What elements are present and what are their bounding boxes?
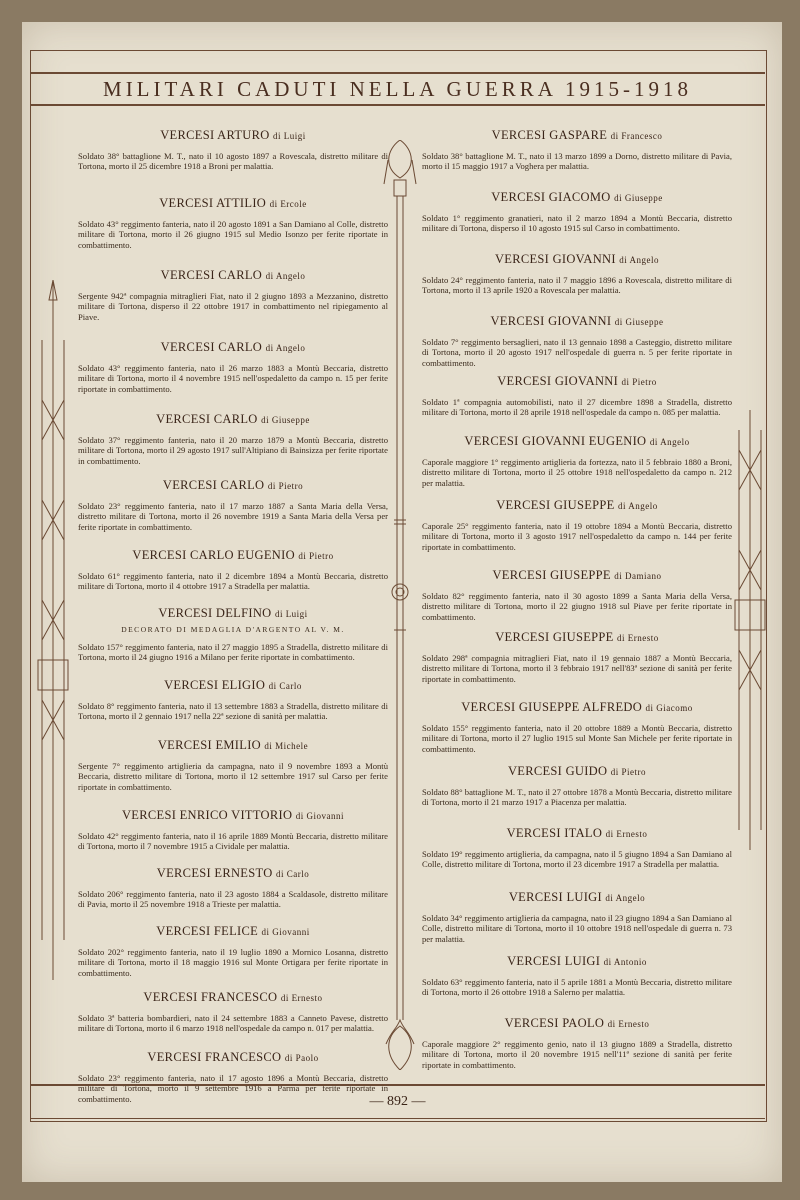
- entry-name: VERCESI DELFINO di Luigi: [158, 606, 308, 620]
- list-item: [78, 548, 388, 592]
- entry-description: Soldato 23° reggimento fanteria, nato il 17 marzo 1887 a Santa Maria della Versa, distretto militare di Tortona, morto il 26 novembre 1919 a Santa Maria della Versa per ferite riportate in combattimento.: [78, 501, 388, 532]
- entry-name: VERCESI GIOVANNI di Giuseppe: [490, 314, 664, 328]
- entry-description: Soldato 43° reggimento fanteria, nato il 20 agosto 1891 a San Damiano al Colle, distretto militare di Tortona, morto il 26 giugno 1915 sul Medio Isonzo per ferite riportate in combattimento.: [78, 219, 388, 250]
- entry-name: VERCESI FELICE di Giovanni: [156, 924, 310, 938]
- entry-name: VERCESI ITALO di Ernesto: [506, 826, 648, 840]
- entry-description: Soldato 23° reggimento fanteria, nato il 17 agosto 1896 a Montù Beccaria, distretto militare di Tortona, morto il 9 settembre 1916 a Parma per ferite riportate in combattimento.: [78, 1073, 388, 1104]
- entry-name: VERCESI GIUSEPPE di Damiano: [492, 568, 662, 582]
- list-item: [78, 678, 388, 722]
- entry-name: VERCESI ERNESTO di Carlo: [156, 866, 310, 880]
- entry-name: VERCESI GIUSEPPE ALFREDO di Giacomo: [461, 700, 693, 714]
- list-item: [78, 990, 388, 1034]
- list-item: [422, 700, 732, 754]
- entry-description: Sergente 942ª compagnia mitraglieri Fiat, nato il 2 giugno 1893 a Mezzanino, distretto militare di Tortona, disperso il 22 ottobre 1917 in combattimento nel ripiegamento al Piave.: [78, 291, 388, 322]
- list-item: [422, 434, 732, 488]
- list-item: [78, 412, 388, 466]
- entry-name: VERCESI GIOVANNI di Pietro: [497, 374, 657, 388]
- entry-description: Soldato 19° reggimento artiglieria, da campagna, nato il 5 giugno 1894 a San Damiano al Colle, distretto militare di Tortona, morto il 23 dicembre 1917 a Stradella per malattia.: [422, 849, 732, 870]
- entry-description: Soldato 82° reggimento fanteria, nato il 30 agosto 1899 a Santa Maria della Versa, distretto militare di Tortona, morto il 22 giugno 1918 sul Piave per ferite riportate in combattimento.: [422, 591, 732, 622]
- entry-name: VERCESI LUIGI di Antonio: [507, 954, 647, 968]
- entry-description: Soldato 37° reggimento fanteria, nato il 20 marzo 1879 a Montù Beccaria, distretto militare di Tortona, morto il 29 agosto 1917 sull'Altipiano di Bainsizza per ferite riportate in combattimento.: [78, 435, 388, 466]
- list-item: [422, 630, 732, 684]
- footer-band: [30, 1084, 765, 1119]
- header-band: [30, 72, 765, 106]
- entry-name: VERCESI GIUSEPPE di Ernesto: [495, 630, 659, 644]
- flag-pole-left-icon: [36, 280, 70, 980]
- entry-description: Soldato 38° battaglione M. T., nato il 13 marzo 1899 a Dorno, distretto militare di Pavia, morto il 15 maggio 1917 a Voghera per malattia.: [422, 151, 732, 172]
- entry-name: VERCESI ELIGIO di Carlo: [164, 678, 302, 692]
- entry-name: VERCESI FRANCESCO di Ernesto: [143, 990, 323, 1004]
- entry-name: VERCESI CARLO di Angelo: [160, 268, 306, 282]
- list-item: [422, 890, 732, 944]
- list-item: [78, 196, 388, 250]
- entry-description: Soldato 202° reggimento fanteria, nato il 19 luglio 1890 a Mornico Losanna, distretto militare di Tortona, morto il 18 maggio 1916 sul Monte Ortigara per ferite riportate in combattimento.: [78, 947, 388, 978]
- entry-name: VERCESI GASPARE di Francesco: [491, 128, 663, 142]
- entry-name: VERCESI PAOLO di Ernesto: [504, 1016, 650, 1030]
- list-item: [78, 738, 388, 792]
- list-item: [78, 866, 388, 910]
- entry-description: Soldato 7° reggimento bersaglieri, nato il 13 gennaio 1898 a Casteggio, distretto militare di Tortona, morto il 20 agosto 1917 nell'ospedale di guerra n. 5 per ferite riportate in combattimento.: [422, 337, 732, 368]
- entry-name: VERCESI CARLO EUGENIO di Pietro: [132, 548, 334, 562]
- entry-description: Sergente 7° reggimento artiglieria da campagna, nato il 9 novembre 1893 a Montù Beccaria, distretto militare di Tortona, morto il 12 settembre 1917 sul Carso per ferite riportate in combattimento.: [78, 761, 388, 792]
- entry-name: VERCESI GUIDO di Pietro: [507, 764, 647, 778]
- list-item: [78, 606, 388, 663]
- entry-description: Caporale maggiore 2° reggimento genio, nato il 13 giugno 1889 a Stradella, distretto militare di Tortona, morto il 20 novembre 1915 nell'11ª sezione di sanità per ferite riportate in combattimento.: [422, 1039, 732, 1070]
- entry-description: Soldato 157° reggimento fanteria, nato il 27 maggio 1895 a Stradella, distretto militare di Tortona, morto il 24 giugno 1916 a Milano per ferite riportate in combattimento.: [78, 642, 388, 663]
- entry-description: Caporale maggiore 1° reggimento artiglieria da fortezza, nato il 5 febbraio 1880 a Broni, distretto militare di Tortona, morto il 25 ottobre 1918 nell'ospedaletto da campo n. 212 per malattia.: [422, 457, 732, 488]
- entry-description: Soldato 155° reggimento fanteria, nato il 20 ottobre 1889 a Montù Beccaria, distretto militare di Tortona, morto il 27 luglio 1915 sul Monte San Michele per ferite riportate in combattimento.: [422, 723, 732, 754]
- list-item: [78, 268, 388, 322]
- entry-description: Soldato 298ª compagnia mitraglieri Fiat, nato il 19 gennaio 1887 a Montù Beccaria, distretto militare di Tortona, morto il 3 febbraio 1917 nell'83ª sezione di sanità per ferite riportate in combattimento.: [422, 653, 732, 684]
- entry-name: VERCESI FRANCESCO di Paolo: [147, 1050, 319, 1064]
- entry-name: VERCESI EMILIO di Michele: [157, 738, 309, 752]
- entry-name: VERCESI ARTURO di Luigi: [160, 128, 306, 142]
- list-item: [422, 764, 732, 808]
- list-item: [422, 252, 732, 296]
- decoration-note: DECORATO DI MEDAGLIA D'ARGENTO AL V. M.: [121, 625, 345, 634]
- entry-name: VERCESI GIACOMO di Giuseppe: [491, 190, 663, 204]
- entry-name: VERCESI GIUSEPPE di Angelo: [496, 498, 658, 512]
- entry-description: Soldato 61° reggimento fanteria, nato il 2 dicembre 1894 a Montù Beccaria, distretto militare di Tortona, morto il 4 ottobre 1917 a Stradella per malattia.: [78, 571, 388, 592]
- entry-name: VERCESI CARLO di Giuseppe: [156, 412, 310, 426]
- entry-name: VERCESI GIOVANNI EUGENIO di Angelo: [464, 434, 690, 448]
- entry-description: Soldato 206° reggimento fanteria, nato il 23 agosto 1884 a Scaldasole, distretto militare di Pavia, morto il 25 novembre 1918 a Trieste per malattia.: [78, 889, 388, 910]
- list-item: [422, 498, 732, 552]
- entry-description: Soldato 3ª batteria bombardieri, nato il 24 settembre 1883 a Canneto Pavese, distretto militare di Tortona, morto il 6 marzo 1918 nell'ospedale da campo n. 017 per malattia.: [78, 1013, 388, 1034]
- list-item: [422, 954, 732, 998]
- entry-description: Soldato 1° reggimento granatieri, nato il 2 marzo 1894 a Montù Beccaria, distretto militare di Tortona, disperso il 10 agosto 1915 sul Carso in combattimento.: [422, 213, 732, 234]
- list-item: [422, 1016, 732, 1070]
- list-item: [422, 128, 732, 172]
- list-item: [422, 568, 732, 622]
- entry-name: VERCESI ATTILIO di Ercole: [159, 196, 307, 210]
- list-item: [78, 924, 388, 978]
- entry-name: VERCESI CARLO di Angelo: [160, 340, 306, 354]
- list-item: [78, 128, 388, 172]
- entry-description: Soldato 88° battaglione M. T., nato il 27 ottobre 1878 a Montù Beccaria, distretto militare di Tortona, morto il 21 marzo 1917 a Piacenza per malattia.: [422, 787, 732, 808]
- entry-description: Soldato 24° reggimento fanteria, nato il 7 maggio 1896 a Rovescala, distretto militare di Tortona, morto il 13 aprile 1920 a Rovescala per malattia.: [422, 275, 732, 296]
- entry-description: Soldato 63° reggimento fanteria, nato il 5 aprile 1881 a Montù Beccaria, distretto militare di Tortona, morto il 26 ottobre 1918 a Salerno per malattia.: [422, 977, 732, 998]
- list-item: [422, 314, 732, 368]
- list-item: [422, 826, 732, 870]
- flag-pole-right-icon: [733, 410, 767, 850]
- entry-description: Soldato 42° reggimento fanteria, nato il 16 aprile 1889 Montù Beccaria, distretto militare di Tortona, morto il 7 novembre 1915 a Cividale per malattia.: [78, 831, 388, 852]
- entry-description: Soldato 34° reggimento artiglieria da campagna, nato il 23 giugno 1894 a San Damiano al Colle, distretto militare di Tortona, morto il 10 ottobre 1918 nell'ospedale di guerra n. 73 per malattia.: [422, 913, 732, 944]
- list-item: [78, 478, 388, 532]
- page-title: MILITARI CADUTI NELLA GUERRA 1915-1918: [103, 76, 692, 101]
- entry-description: Soldato 1ª compagnia automobilisti, nato il 27 dicembre 1898 a Stradella, distretto militare di Tortona, morto il 28 aprile 1918 nell'ospedale da campo n. 085 per malattia.: [422, 397, 732, 418]
- entry-description: Soldato 43° reggimento fanteria, nato il 26 marzo 1883 a Montù Beccaria, distretto militare di Tortona, morto il 4 novembre 1915 nell'ospedaletto da campo n. 15 per ferite riportate in combattimento.: [78, 363, 388, 394]
- entry-name: VERCESI CARLO di Pietro: [162, 478, 304, 492]
- list-item: [422, 374, 732, 418]
- list-item: [422, 190, 732, 234]
- entry-name: VERCESI ENRICO VITTORIO di Giovanni: [121, 808, 344, 822]
- list-item: [78, 808, 388, 852]
- entry-description: Soldato 8° reggimento fanteria, nato il 13 settembre 1883 a Stradella, distretto militare di Tortona, morto il 2 gennaio 1917 nella 22ª sezione di sanità per malattia.: [78, 701, 388, 722]
- entry-name: VERCESI GIOVANNI di Angelo: [494, 252, 660, 266]
- page-number: — 892 —: [369, 1094, 426, 1109]
- entry-description: Soldato 38° battaglione M. T., nato il 10 agosto 1897 a Rovescala, distretto militare di Tortona, morto il 25 dicembre 1918 a Broni per malattia.: [78, 151, 388, 172]
- list-item: [78, 340, 388, 394]
- entry-name: VERCESI LUIGI di Angelo: [508, 890, 646, 904]
- entry-description: Caporale 25° reggimento fanteria, nato il 19 ottobre 1894 a Montù Beccaria, distretto militare di Tortona, morto il 3 agosto 1917 nell'ospedaletto da campo n. 144 per ferite riportate in combattimento.: [422, 521, 732, 552]
